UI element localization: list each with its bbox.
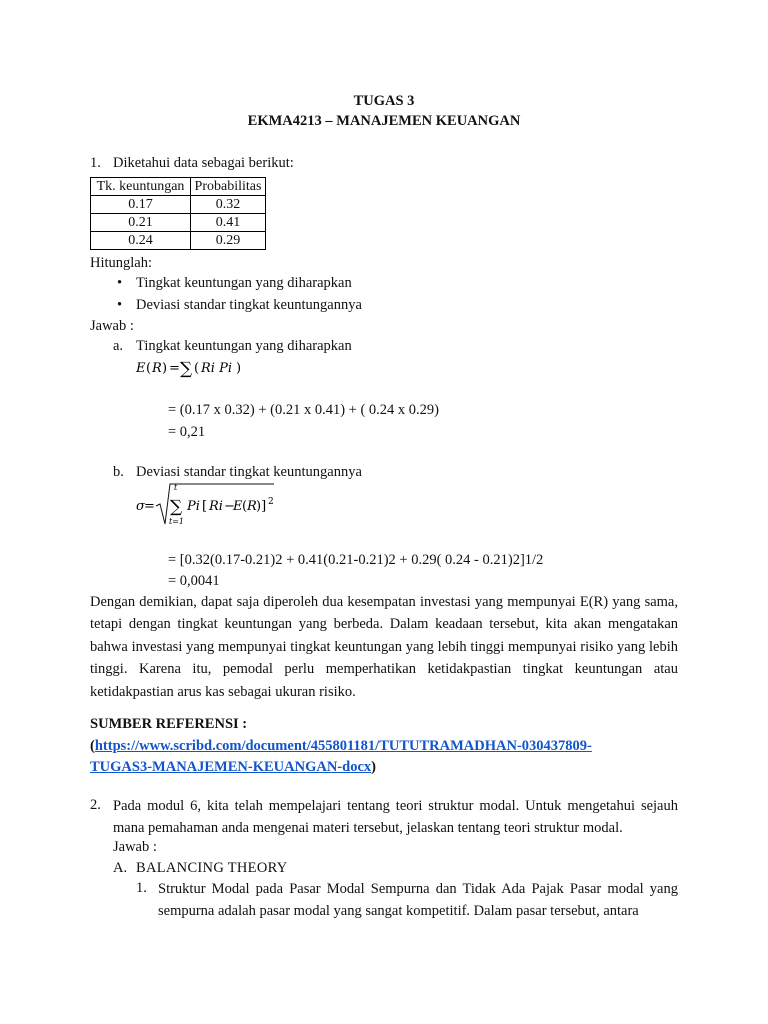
- q2-number: 2.: [90, 797, 101, 813]
- svg-text:(: (: [146, 361, 152, 376]
- part-a-title: Tingkat keuntungan yang diharapkan: [136, 338, 352, 354]
- bullet-icon: •: [117, 297, 123, 313]
- svg-text:R: R: [152, 361, 162, 376]
- svg-text:σ: σ: [136, 499, 145, 514]
- q1-intro: Diketahui data sebagai berikut:: [113, 155, 294, 171]
- part-b-label: b.: [113, 464, 124, 480]
- q2-text: Pada modul 6, kita telah mempelajari tentang teori struktur modal. Untuk mengetahui sejauh mana pemahaman anda mengenai materi tersebut, jelaskan tentang teori struktur modal.: [113, 798, 678, 837]
- reference-link[interactable]: https://www.scribd.com/document/455801181/TUTUTRAMADHAN-030437809-: [94, 738, 592, 754]
- svg-text:Ri Pi: Ri Pi: [201, 361, 232, 376]
- document-subtitle: EKMA4213 – MANAJEMEN KEUANGAN: [247, 113, 521, 129]
- table-cell: 0.17: [91, 196, 191, 214]
- svg-text:=: =: [169, 361, 180, 376]
- svg-text:Pi: Pi: [187, 499, 200, 514]
- sumber-heading: SUMBER REFERENSI :: [90, 716, 248, 732]
- svg-text:∑: ∑: [180, 359, 193, 379]
- sumber-link-line1: [90, 738, 592, 755]
- table-header-row: [91, 178, 266, 196]
- part-a-calculation: = (0.17 x 0.32) + (0.21 x 0.41) + ( 0.24 x 0.29): [168, 402, 440, 418]
- hitunglah-label: Hitunglah:: [90, 255, 153, 271]
- expected-return-formula: [134, 355, 254, 381]
- svg-text:−: −: [224, 499, 235, 514]
- svg-text:(: (: [194, 361, 200, 376]
- part-a-label: a.: [113, 338, 124, 354]
- svg-text:∑: ∑: [170, 497, 183, 517]
- svg-text:Ri: Ri: [209, 499, 223, 514]
- svg-text:): ): [162, 361, 168, 376]
- table-row: [91, 196, 266, 214]
- section-A-title: BALANCING THEORY: [136, 860, 288, 876]
- table-header: Tk. keuntungan: [91, 178, 191, 196]
- part-b-title: Deviasi standar tingkat keuntungannya: [136, 464, 362, 480]
- svg-text:t=1: t=1: [169, 517, 185, 526]
- svg-text:)]: )]: [256, 499, 267, 514]
- table-cell: 0.24: [91, 232, 191, 250]
- close-paren: ): [371, 759, 376, 775]
- svg-text:=: =: [144, 499, 155, 514]
- part-b-result: = 0,0041: [168, 573, 220, 589]
- item-1-label: 1.: [136, 880, 147, 896]
- svg-text:E: E: [136, 361, 146, 376]
- table-row: [91, 214, 266, 232]
- data-table: [90, 177, 266, 250]
- bullet-item: Tingkat keuntungan yang diharapkan: [136, 275, 352, 291]
- svg-text:2: 2: [268, 497, 274, 507]
- svg-text:E: E: [233, 499, 243, 514]
- svg-text:[: [: [202, 499, 208, 514]
- svg-text:): ): [236, 361, 242, 376]
- q2-jawab-label: Jawab :: [113, 839, 157, 855]
- table-cell: 0.29: [191, 232, 266, 250]
- conclusion-paragraph: Dengan demikian, dapat saja diperoleh dua kesempatan investasi yang mempunyai E(R) yang sama, tetapi dengan tingkat keuntungan yang berbeda. Dalam keadaan tersebut, kita akan mengatakan bahwa investasi yang mempunyai tingkat keuntungan yang lebih tinggi mempunyai risiko yang lebih tinggi. Karena itu, pemodal perlu memperhatikan ketidakpastian tingkat keuntungan atau ketidakpastian arus kas sebagai ukuran risiko.: [90, 594, 678, 700]
- part-b-calculation: = [0.32(0.17-0.21)2 + 0.41(0.21-0.21)2 + 0.29( 0.24 - 0.21)2]1/2: [168, 552, 544, 568]
- table-cell: 0.41: [191, 214, 266, 232]
- document-title: TUGAS 3: [353, 93, 415, 109]
- svg-text:R: R: [247, 499, 257, 514]
- table-row: [91, 232, 266, 250]
- std-deviation-formula: [134, 480, 284, 530]
- item-1-text: Struktur Modal pada Pasar Modal Sempurna dan Tidak Ada Pajak Pasar modal yang sempurna adalah pasar modal yang sangat kompetitif. Dalam pasar tersebut, antara: [158, 881, 678, 920]
- open-paren: (: [90, 738, 95, 754]
- bullet-item: Deviasi standar tingkat keuntungannya: [136, 297, 362, 313]
- sumber-link-line2: [90, 759, 376, 776]
- jawab-label: Jawab :: [90, 318, 134, 334]
- part-a-result: = 0,21: [168, 424, 206, 440]
- reference-link[interactable]: TUGAS3-MANAJEMEN-KEUANGAN-docx: [90, 759, 372, 775]
- table-header: Probabilitas: [191, 178, 266, 196]
- table-cell: 0.21: [91, 214, 191, 232]
- section-A-label: A.: [113, 860, 128, 876]
- svg-text:(: (: [242, 499, 248, 514]
- bullet-icon: •: [117, 275, 123, 291]
- q1-number: 1.: [90, 155, 101, 171]
- svg-text:t: t: [174, 483, 178, 492]
- table-cell: 0.32: [191, 196, 266, 214]
